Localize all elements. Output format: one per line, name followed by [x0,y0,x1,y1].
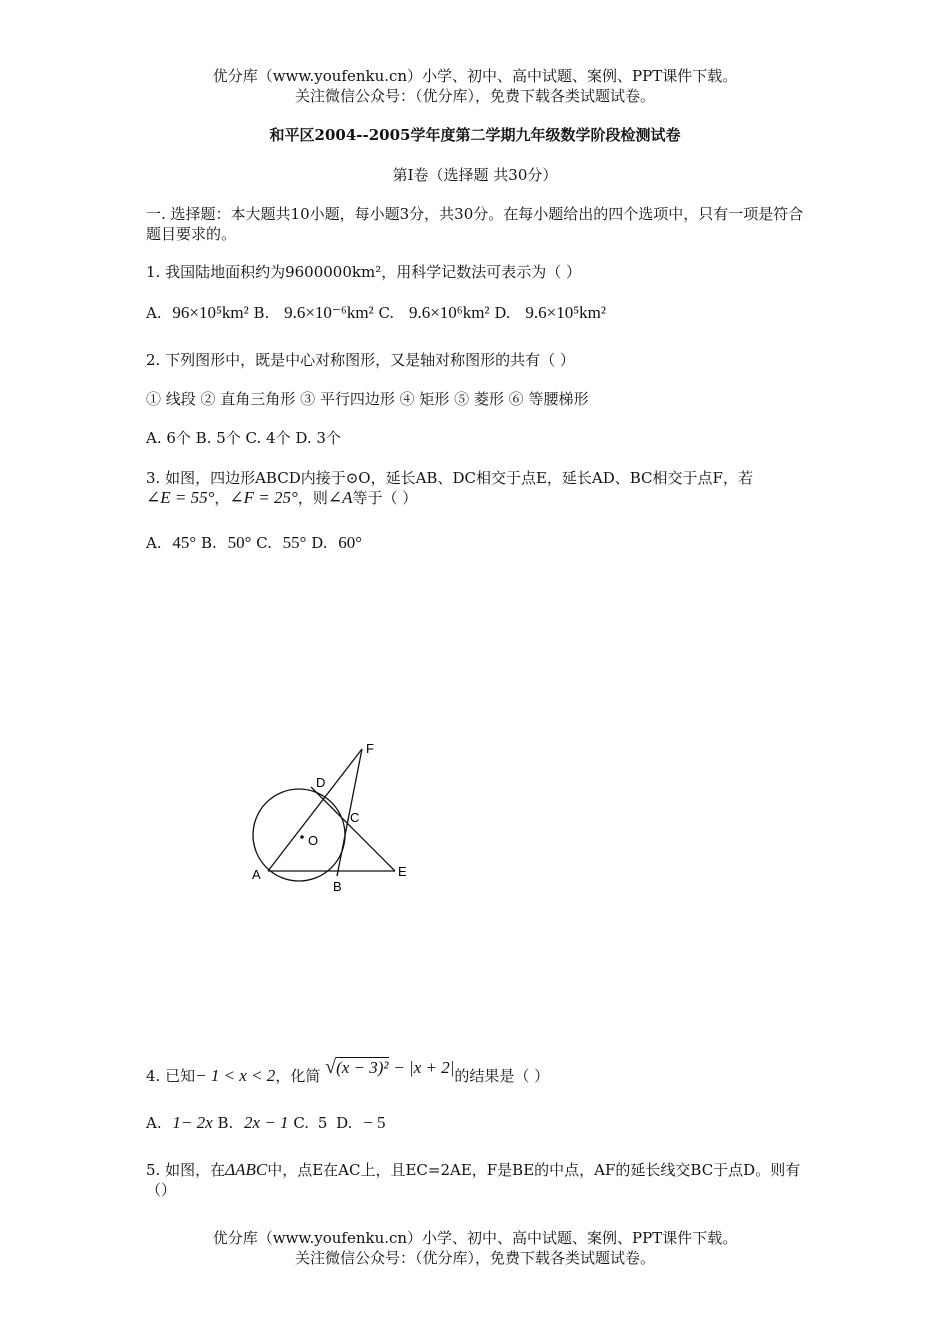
q1-c-label: C. [378,304,395,322]
section-subtitle: 第Ⅰ卷（选择题 共30分） [392,166,558,184]
q2-stem: 2. 下列图形中，既是中心对称图形，又是轴对称图形的共有（ ） [146,351,575,369]
line-de [311,787,395,871]
q4-mid: ，化简 [275,1067,321,1085]
label-f: F [366,741,374,756]
center-dot [300,835,304,839]
q4-d-math: − 5 [363,1113,386,1132]
q5-prefix: 5. 如图，在 [146,1161,226,1179]
q5-stem [146,1160,806,1200]
label-b: B [333,879,342,894]
q3-stem-line2 [146,487,417,508]
q4-a-math: 1− 2x [172,1113,213,1132]
q4-expression [325,1056,454,1079]
circle-o [253,789,345,881]
q5-rest: 中，点E在AC上，且EC=2AE，F是BE的中点，AF的延长线交BC于点D。则有（） [146,1161,801,1199]
q3-sep: ， [214,489,230,507]
q1-stem: 1. 我国陆地面积约为9600000km²，用科学记数法可表示为（ ） [146,263,581,281]
q1-d-label: D. [494,304,511,322]
q3-stem-line1: 3. 如图，四边形ABCD内接于⊙O，延长AB、DC相交于点E，延长AD、BC相交于点F，若 [146,469,753,487]
q3-then: ，则 [297,489,328,507]
q4-d-label: D. [336,1114,353,1132]
q3-angle-f: ∠F = 25° [229,488,298,507]
q3-c-math: 55° [282,533,307,552]
sqrt-icon: √ [325,1056,337,1078]
q3-a-label: A. [146,534,162,552]
q1-a-math: 96×10⁵km² [172,303,249,322]
q1-b-math: 9.6×10⁻⁶km² [284,303,374,322]
q5-triangle: ΔABC [225,1160,268,1179]
q4-options [146,1113,386,1133]
q3-angle-a: ∠A [327,488,353,507]
q1-a-label: A. [146,304,162,322]
header-line-1: 优分库（www.youfenku.cn）小学、初中、高中试题、案例、PPT课件下载。 [212,67,738,85]
label-e: E [398,864,407,879]
q4-suffix: 的结果是（ ） [454,1067,550,1085]
q3-tail: 等于（ ） [352,489,418,507]
header-line-2: 关注微信公众号：（优分库），免费下载各类试题试卷。 [294,87,655,105]
q4-radicand: (x − 3)² [336,1058,389,1077]
q4-b-math: 2x − 1 [244,1113,289,1132]
q3-b-math: 50° [227,533,252,552]
q4-c-text: 5 [317,1114,328,1132]
q3-options [146,533,362,553]
q4-c-label: C. [293,1114,310,1132]
q4-a-label: A. [146,1114,162,1132]
footer-line-1: 优分库（www.youfenku.cn）小学、初中、高中试题、案例、PPT课件下载。 [212,1229,738,1247]
label-c: C [350,810,360,825]
q4-prefix: 4. 已知 [146,1067,196,1085]
footer-line-2: 关注微信公众号：（优分库），免费下载各类试题试卷。 [294,1249,655,1267]
q4-stem [146,1056,550,1087]
q3-geometry-figure [240,735,420,895]
q3-c-label: C. [256,534,272,552]
q4-condition: − 1 < x < 2 [195,1066,276,1085]
q3-angle-e: ∠E = 55° [146,488,215,507]
exam-title: 和平区2004--2005学年度第二学期九年级数学阶段检测试卷 [269,126,681,144]
instructions: 一. 选择题：本大题共10小题，每小题3分，共30分。在每小题给出的四个选项中，只有一项是符合题目要求的。 [146,205,804,243]
q4-abs-part: − |x + 2| [393,1058,455,1077]
q1-b-label: B. [253,304,270,322]
q3-d-math: 60° [338,533,363,552]
label-d: D [316,775,326,790]
label-o: O [308,833,319,848]
label-a: A [252,867,261,882]
q3-d-label: D. [311,534,328,552]
q1-options [146,303,606,323]
q3-b-label: B. [200,534,217,552]
q3-a-math: 45° [172,533,197,552]
q2-shapes: ① 线段 ② 直角三角形 ③ 平行四边形 ④ 矩形 ⑤ 菱形 ⑥ 等腰梯形 [146,390,589,408]
q2-options: A. 6个 B. 5个 C. 4个 D. 3个 [146,429,341,447]
q4-b-label: B. [217,1114,234,1132]
q1-d-math: 9.6×10⁵km² [525,303,606,322]
q1-c-math: 9.6×10⁶km² [408,303,490,322]
line-af [268,749,362,871]
